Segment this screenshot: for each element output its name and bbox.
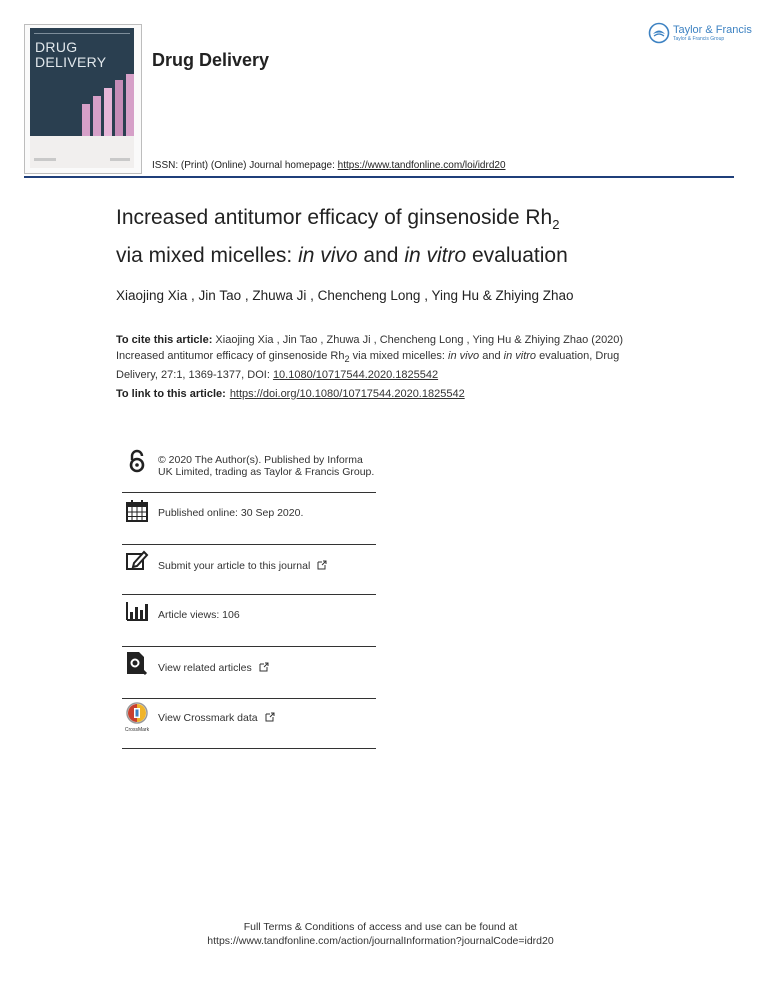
cover-title-line1: DRUG: [35, 39, 78, 55]
article-link-label: To link to this article:: [116, 388, 226, 400]
footer-terms-link[interactable]: https://www.tandfonline.com/action/journalInformation?journalCode=idrd20: [207, 935, 554, 947]
footer: [0, 920, 761, 948]
article-title: [116, 202, 676, 271]
citation-label: To cite this article:: [116, 334, 213, 346]
edit-icon: [124, 548, 150, 574]
citation-block: [116, 332, 646, 383]
cover-rule: [34, 33, 130, 37]
title-end: evaluation: [466, 244, 568, 268]
issn-line: [152, 160, 506, 171]
article-doi-url[interactable]: https://doi.org/10.1080/10717544.2020.1825542: [229, 388, 465, 400]
title-subscript: 2: [552, 217, 560, 233]
external-link-icon: [317, 560, 327, 570]
submit-article-label: Submit your article to this journal: [158, 560, 311, 572]
crossmark-link[interactable]: [158, 712, 275, 724]
submit-article-row[interactable]: [122, 548, 376, 595]
external-link-icon: [265, 712, 275, 722]
citation-and: and: [479, 350, 504, 362]
journal-cover: [24, 24, 142, 174]
submit-article-link[interactable]: [158, 560, 327, 572]
journal-name[interactable]: Drug Delivery: [152, 50, 270, 70]
open-access-text: © 2020 The Author(s). Published by Informa UK Limited, trading as Taylor & Francis Group.: [158, 454, 375, 478]
crossmark-label: View Crossmark data: [158, 712, 258, 724]
publisher-emblem-icon: [648, 22, 670, 44]
journal-homepage-link[interactable]: https://www.tandfonline.com/loi/idrd20: [337, 160, 506, 171]
footer-terms-text: Full Terms & Conditions of access and use can be found at: [243, 921, 518, 933]
crossmark-icon: [124, 702, 150, 732]
published-date-text: Published online: 30 Sep 2020.: [158, 507, 304, 519]
publisher-logo[interactable]: [648, 22, 752, 44]
citation-subscript: 2: [344, 354, 350, 365]
citation-italic-in-vivo: in vivo: [448, 350, 480, 362]
citation-text3: evaluation, Drug Delivery, 27:1, 1369-1377, DOI:: [116, 350, 620, 382]
title-and: and: [357, 244, 405, 268]
publisher-name: Taylor & Francis: [673, 23, 752, 36]
citation-doi-link[interactable]: 10.1080/10717544.2020.1825542: [272, 369, 439, 382]
title-italic-in-vivo: in vivo: [298, 244, 358, 268]
citation-text1: Xiaojing Xia , Jin Tao , Zhuwa Ji , Chencheng Long , Ying Hu & Zhiying Zhao (2020) Increased antitumor efficacy of ginsenoside Rh: [116, 334, 624, 362]
title-part2: via mixed micelles:: [116, 244, 299, 268]
open-access-icon: [124, 448, 150, 474]
citation-italic-in-vitro: in vitro: [503, 350, 537, 362]
related-articles-icon: [124, 650, 150, 676]
calendar-icon: [124, 498, 150, 524]
article-views-row: [122, 598, 376, 647]
crossmark-row[interactable]: [122, 702, 376, 749]
cover-title: [35, 40, 106, 70]
title-italic-in-vitro: in vitro: [404, 244, 467, 268]
cover-title-line2: DELIVERY: [35, 54, 107, 70]
external-link-icon: [259, 662, 269, 672]
citation-text2: via mixed micelles:: [349, 350, 448, 362]
article-views-text: Article views: 106: [158, 609, 240, 621]
cover-footer: [30, 136, 134, 168]
cover-image: [30, 28, 134, 168]
header-divider: [24, 176, 734, 178]
related-articles-row[interactable]: [122, 650, 376, 699]
title-part1: Increased antitumor efficacy of ginsenoside Rh: [116, 206, 553, 229]
related-articles-label: View related articles: [158, 662, 252, 674]
publisher-subtitle: Taylor & Francis Group: [673, 35, 725, 42]
bar-chart-icon: [124, 598, 150, 624]
article-authors: Xiaojing Xia , Jin Tao , Zhuwa Ji , Chencheng Long , Ying Hu & Zhiying Zhao: [116, 288, 574, 303]
related-articles-link[interactable]: [158, 662, 269, 674]
crossmark-logo-text: CrossMark: [124, 727, 150, 732]
open-access-notice: [122, 448, 376, 493]
article-link-line: [116, 388, 465, 400]
issn-label: ISSN: (Print) (Online) Journal homepage:: [152, 160, 338, 171]
published-online-row: [122, 498, 376, 545]
